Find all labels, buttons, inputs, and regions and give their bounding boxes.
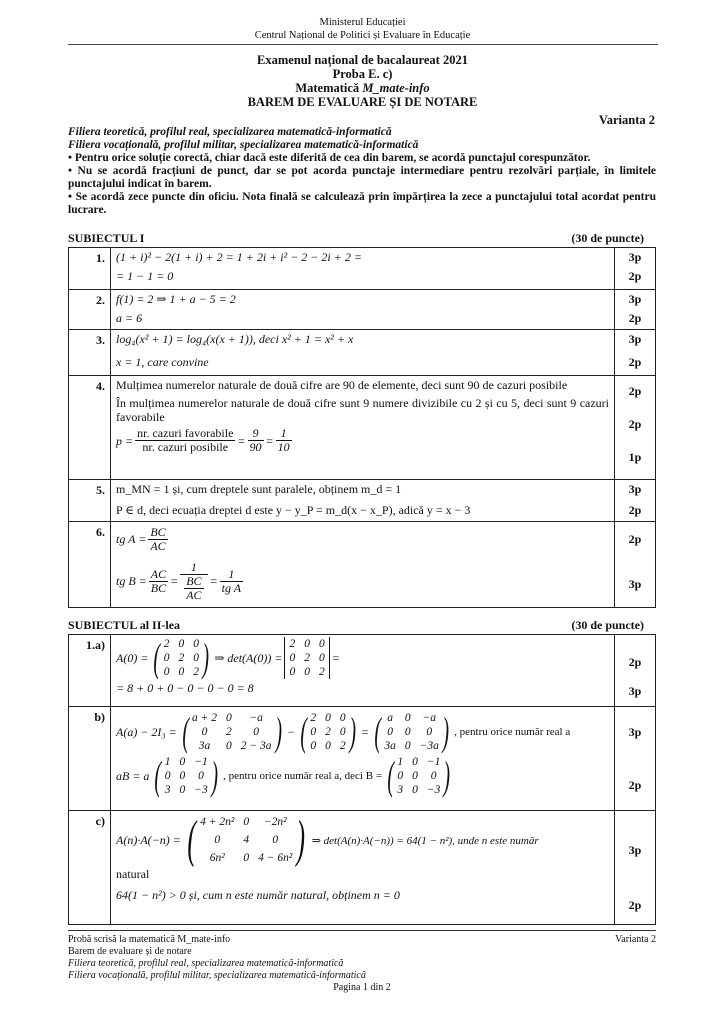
barem-title: BAREM DE EVALUARE ȘI DE NOTARE [247, 95, 478, 109]
tg-b-formula: tg B = $\frac{AC}{BC}$ = $\frac{1}{\frac{BC}{AC}}$ = $\frac{1}{\text{tg A}}$ [116, 560, 242, 602]
subiect-2-heading: SUBIECTUL al II-lea (30 de puncte) [68, 618, 644, 632]
rule-1: • Pentru orice soluție corectă, chiar dacă este diferită de cea din barem, se acordă punctajul corespunzător. [68, 152, 591, 164]
table-row: 1. (1 + i)² − 2(1 + i) + 2 = 1 + 2i + i² − 2 − 2i + 2 = = 1 − 1 = 0 3p 2p [69, 248, 656, 290]
page-header [0, 0, 725, 42]
table-row: 5. m_MN = 1 și, cum dreptele sunt paralele, obținem m_d = 1 P ∈ d, deci ecuația dreptei d este y − y_P = m_d(x − x_P), adică y = x − 3 3p 2p [69, 480, 656, 522]
filiera-line-2: Filiera vocațională, profilul militar, specializarea matematică-informatică [68, 139, 419, 151]
matrix-b: 1 0 −1 0 0 0 3 0 −3 [397, 756, 441, 796]
table-row: 4. Mulțimea numerelor naturale de două cifre are 90 de elemente, deci sunt 90 de cazuri posibile În mulțimea numerelor naturale de două cifre sunt 9 numere divizibile cu 2 și cu 5, deci sunt 9 cazuri favorabile p = $\frac{\text{nr. cazuri favorabile}}{\text{nr. cazuri posibile}}$ = $\frac{9}{90}$ = $\frac{1}{10}$ 2p 2p 1p [69, 376, 656, 480]
center-name: Centrul Național de Politici și Evaluare în Educație [254, 30, 471, 41]
matrix-product: 4 + 2n² 0 −2n² 0 4 0 6n² 0 4 − 6n² [200, 816, 293, 864]
rule-2: • Nu se acordă fracțiuni de punct, dar se pot acorda punctaje intermediare pentru rezolvări parțiale, în limitele punctajului indicat în barem. [68, 165, 656, 190]
page-footer: Probă scrisă la matematică M_mate-info Barem de evaluare și de notare Filiera teoretică, profilul real, specializarea matematică-informatică Filiera vocațională, profilul militar, specializarea matematică-informatică Pagina 1 din 2 Varianta 2 [68, 930, 656, 994]
matrix-a0: 2 0 0 0 2 0 0 0 2 [163, 638, 199, 678]
document-titles [0, 53, 725, 109]
tg-a-formula: tg A = $\frac{BC}{AC}$ [116, 525, 166, 553]
subiect-1-table [68, 247, 656, 608]
proba-title: Proba E. c) [332, 67, 393, 81]
filiera-line-1: Filiera teoretică, profilul real, specializarea matematică-informatică [68, 126, 392, 138]
rule-3: • Se acordă zece puncte din oficiu. Nota finală se calculează prin împărțirea la zece a punctajului total acordat pentru lucrare. [68, 191, 656, 216]
product-formula: A(n)·A(−n) = ( 4 + 2n² 0 −2n² 0 4 0 6n² 0 4 − 6n² ) ⇒ det(A(n)·A(−n)) = 64(1 − n²), unde n este număr [116, 811, 539, 868]
subject-title: Matematică M_mate-info [295, 81, 430, 95]
ministry-name: Ministerul Educației [319, 17, 406, 28]
subiect-1-heading: SUBIECTUL I (30 de puncte) [68, 231, 644, 245]
subiect-2-table [68, 634, 656, 925]
det-a0-formula: A(0) = ( 2 0 0 0 2 0 0 0 2 ) ⇒ det(A(0)) = 2 0 0 0 2 0 0 0 2 = [116, 635, 340, 680]
exam-title: Examenul național de bacalaureat 2021 [257, 53, 468, 67]
variant-label: Varianta 2 [598, 113, 655, 127]
page-number: Pagina 1 din 2 [333, 982, 391, 993]
table-row: c) A(n)·A(−n) = ( 4 + 2n² 0 −2n² 0 4 0 6n² 0 4 − 6n² ) ⇒ det(A(n)·A(−n)) = 64(1 − n²), unde n este număr natural 64(1 − n²) > 0 și, cum n este număr natural, obținem n = 0 3p 2p [69, 811, 656, 925]
determinant-a0: 2 0 0 0 2 0 0 0 2 [284, 637, 329, 679]
probability-formula: p = $\frac{\text{nr. cazuri favorabile}}{\text{nr. cazuri posibile}}$ = $\frac{9}{90}$ = $\frac{1}{10}$ [116, 426, 290, 454]
a-minus-2i-formula: A(a) − 2I₃ = ( a + 2 0 −a 0 2 0 3a 0 2 − 3a ) − ( 2 0 0 0 2 0 0 0 2 ) = ( a 0 −a 0 0 0 3a 0 −3a ) , pentru orice număr real a [116, 709, 571, 754]
instructions [68, 126, 656, 217]
table-row: 6. tg A = $\frac{BC}{AC}$ tg B = $\frac{AC}{BC}$ = $\frac{1}{\frac{BC}{AC}}$ = $\frac{1}{\text{tg A}}$ 2p 3p [69, 522, 656, 608]
table-row: 2. f(1) = 2 ⇒ 1 + a − 5 = 2 a = 6 3p 2p [69, 290, 656, 330]
table-row: b) A(a) − 2I₃ = ( a + 2 0 −a 0 2 0 3a 0 2 − 3a ) − ( 2 0 0 0 2 0 0 0 2 ) = ( a 0 −a 0 0 0 3a 0 −3a ) , pentru orice număr real a aB = a ( 1 0 −1 0 0 0 3 0 −3 ) , pentru orice număr real a, deci B = ( 1 0 −1 0 0 0 3 0 −3 ) 3p 2p [69, 707, 656, 811]
footer-variant: Varianta 2 [615, 934, 656, 945]
header-divider [68, 44, 658, 45]
ab-formula: aB = a ( 1 0 −1 0 0 0 3 0 −3 ) , pentru orice număr real a, deci B = ( 1 0 −1 0 0 0 3 0 −3 ) [116, 753, 451, 798]
table-row: 3. log₄(x² + 1) = log₄(x(x + 1)), deci x² + 1 = x² + x x = 1, care convine 3p 2p [69, 330, 656, 376]
table-row: 1.a) A(0) = ( 2 0 0 0 2 0 0 0 2 ) ⇒ det(A(0)) = 2 0 0 0 2 0 0 0 2 = = 8 + 0 + 0 − 0 − 0 − 0 = 8 2p 3p [69, 635, 656, 707]
